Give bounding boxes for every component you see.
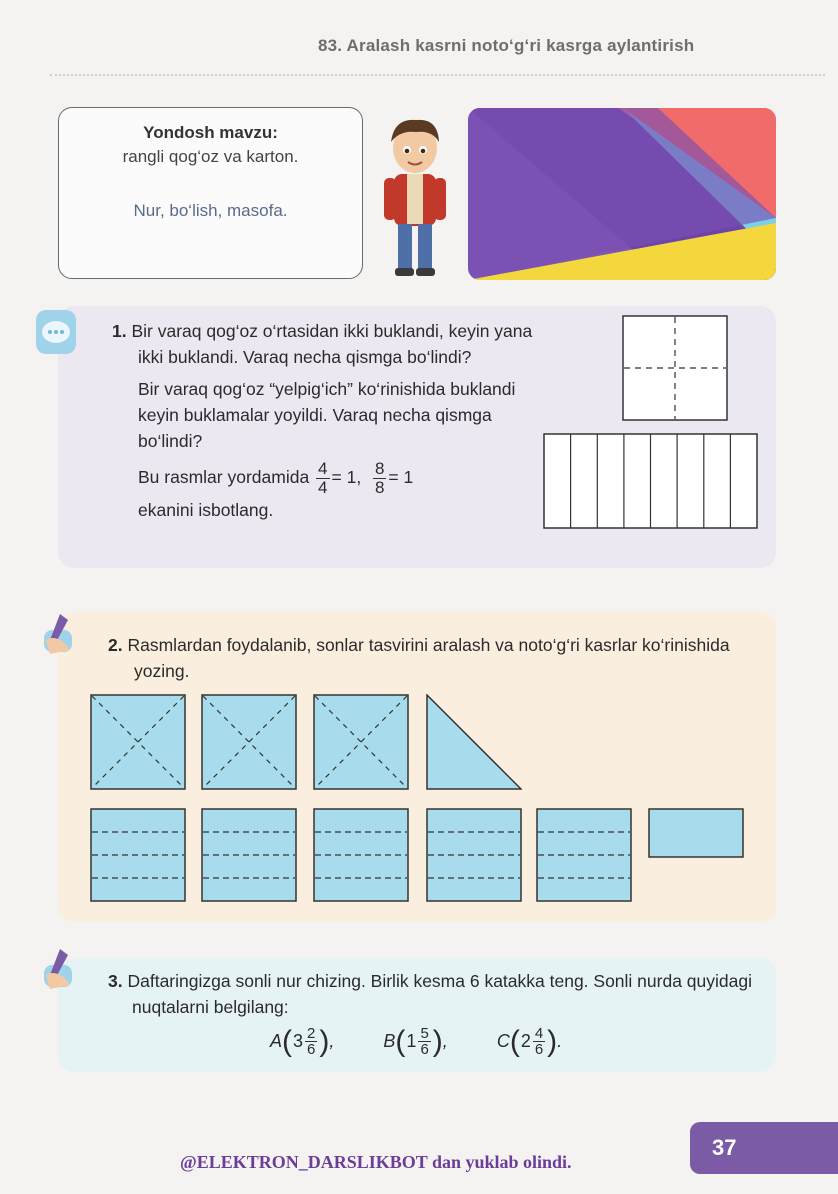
fraction-numerator: 4 [318, 459, 328, 478]
exercise-1-number: 1. [112, 321, 127, 341]
exercise-1-q3-end: ekanini isbotlang. [138, 500, 274, 520]
point-numerator: 5 [420, 1025, 429, 1042]
pencil-hand-icon [38, 610, 78, 662]
paper-fan-folded-eight [543, 433, 758, 529]
fraction-denominator: 8 [374, 478, 385, 497]
half-square-triangle [426, 694, 522, 790]
equals-one-b: = 1 [388, 467, 414, 488]
rect-single-part [648, 808, 744, 858]
exercise-2-question: Rasmlardan foydalanib, sonlar tasvirini aralash va noto‘g‘ri kasrlar ko‘rinishida yozing. [127, 635, 730, 681]
page-number: 37 [690, 1122, 838, 1174]
point-label: C [496, 1031, 510, 1051]
paper-folded-in-four [622, 315, 728, 421]
fraction-4-4 [316, 460, 329, 497]
boy-illustration [376, 112, 454, 282]
header-divider [50, 74, 825, 76]
point-whole: 1 [406, 1031, 417, 1051]
point-separator: , [442, 1031, 448, 1051]
equals-one-a: = 1, [331, 467, 362, 488]
chat-bubble-icon [36, 310, 76, 354]
rect-thirds-1 [90, 808, 186, 902]
point-denominator: 6 [307, 1041, 316, 1058]
exercise-2-number: 2. [108, 635, 123, 655]
point-whole: 3 [293, 1031, 304, 1051]
exercise-3-question: Daftaringizga sonli nur chizing. Birlik kesma 6 katakka teng. Sonli nurda quyidagi nuqtalarni belgilang: [127, 971, 752, 1017]
rect-thirds-2 [201, 808, 297, 902]
exercise-1-question-1: Bir varaq qog‘oz o‘rtasidan ikki buklandi, keyin yana ikki buklandi. Varaq necha qismga bo‘lindi? [131, 321, 533, 367]
exercise-2-text [108, 632, 768, 684]
chapter-title: 83. Aralash kasrni noto‘g‘ri kasrga aylantirish [318, 36, 695, 55]
square-quarters-2 [201, 694, 297, 790]
point-label: B [383, 1031, 396, 1051]
topic-heading: Yondosh mavzu: [143, 123, 278, 142]
point-numerator: 2 [307, 1025, 316, 1042]
rect-thirds-4 [426, 808, 522, 902]
topic-line-1: rangli qog‘oz va karton. [122, 147, 299, 166]
topic-line-2: Nur, bo‘lish, masofa. [133, 201, 288, 220]
square-quarters-1 [90, 694, 186, 790]
point-separator: , [329, 1031, 335, 1051]
related-topic-box [58, 107, 363, 279]
point-whole: 2 [520, 1031, 531, 1051]
rect-thirds-5 [536, 808, 632, 902]
exercise-1-text [112, 318, 552, 523]
point-numerator: 4 [534, 1025, 544, 1042]
point-c: C ( 2 $\frac{4}{6}$ ) . [496, 1024, 563, 1058]
fraction-numerator: 8 [374, 459, 385, 478]
exercise-1-q3-start: Bu rasmlar yordamida [138, 467, 310, 488]
point-denominator: 6 [420, 1041, 429, 1058]
colored-paper-triangles [468, 108, 776, 280]
points-list [270, 1026, 600, 1070]
point-a: A ( 3 $\frac{2}{6}$ ) , [270, 1024, 335, 1058]
exercise-1-question-2: Bir varaq qog‘oz “yelpig‘ich” ko‘rinishida buklandi keyin buklamalar yoyildi. Varaq necha qismga bo‘lindi? [138, 379, 516, 451]
fraction-denominator: 4 [318, 478, 328, 497]
point-separator: . [557, 1031, 563, 1051]
point-label: A [270, 1031, 283, 1051]
pencil-hand-icon [38, 945, 78, 997]
point-denominator: 6 [534, 1041, 544, 1058]
exercise-3-number: 3. [108, 971, 123, 991]
exercise-3-text [108, 968, 768, 1020]
square-quarters-3 [313, 694, 409, 790]
rect-thirds-3 [313, 808, 409, 902]
footer-credit: @ELEKTRON_DARSLIKBOT dan yuklab olindi. [180, 1152, 572, 1172]
fraction-8-8 [373, 460, 386, 497]
exercise-1-question-3 [112, 460, 552, 523]
point-b: B ( 1 $\frac{5}{6}$ ) , [383, 1024, 448, 1058]
